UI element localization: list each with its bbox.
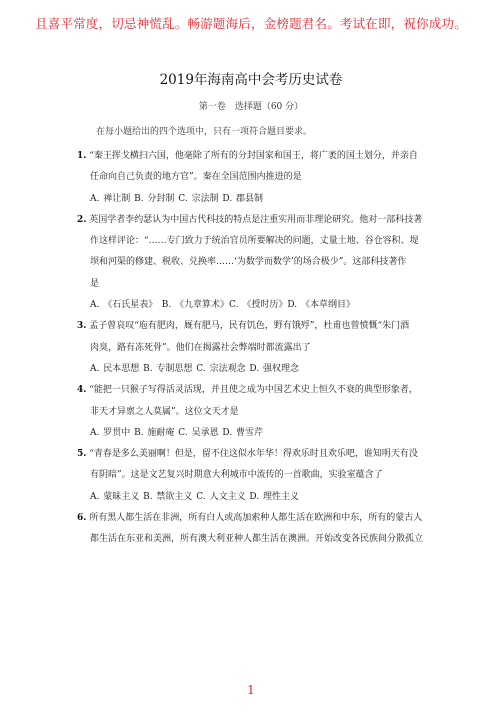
question-line: [77, 444, 429, 465]
question-text: 都生活在东亚和美洲，所有澳大利亚种人都生活在澳洲。开始改变各民族间分散孤立: [90, 534, 424, 545]
question-4: [77, 380, 429, 444]
questions-list: [77, 146, 429, 551]
question-number: 3.: [77, 321, 87, 332]
question-text: 英国学者李约瑟认为中国古代科技的特点是注重实用而非理论研究。他对一部科技著: [89, 214, 423, 225]
motivational-banner: 且喜平常度，切忌神慌乱。畅游题海后，金榜题君名。考试在即，祝你成功。: [35, 16, 467, 31]
instructions: 在每小题给出的四个选项中，只有一项符合题目要求。: [96, 127, 313, 137]
question-text: 孟子曾哀叹“庖有肥肉，厩有肥马，民有饥色，野有饿殍”，杜甫也曾愤慨“朱门酒: [89, 321, 410, 332]
question-number: 1.: [77, 151, 87, 161]
question-3: [77, 316, 429, 380]
answer-options: A. 罗贯中 B. 施耐庵 C. 吴承恩 D. 曹雪芹: [90, 427, 264, 438]
question-text: 肉臭，路有冻死骨”。他们在揭露社会弊端时都流露出了: [90, 342, 311, 353]
question-line: [77, 146, 429, 167]
question-line: [77, 380, 429, 401]
question-text: 坝和河渠的修建、税收、兑换率……‘为数学而数学’的场合极少”。这部科技著作: [90, 257, 407, 268]
question-1: [77, 146, 429, 210]
answer-options: A. 蒙昧主义 B. 禁欲主义 C. 人文主义 D. 理性主义: [90, 491, 300, 502]
question-text: “青春是多么美丽啊！但是，留不住这似水年华！得欢乐时且欢乐吧，谁知明天有没: [89, 449, 418, 460]
question-text: 非天才异禀之人莫属”。这位文天才是: [90, 406, 239, 417]
question-text: 有阴暗”。这是文艺复兴时期意大利城市中流传的一首歌曲，实验室蕴含了: [90, 470, 383, 481]
question-text: 作这样评论：“……专门致力于统治官员所要解决的问题，丈量土地、谷仓容积、堤: [90, 236, 419, 247]
question-number: 6.: [77, 513, 87, 524]
question-number: 2.: [77, 214, 87, 225]
question-line: [77, 210, 429, 231]
question-text: 所有黑人都生活在非洲，所有白人或高加索种人都生活在欧洲和中东，所有的蒙古人: [89, 513, 423, 524]
question-5: [77, 444, 429, 508]
question-text: “秦王挥戈横扫六国，他毫除了所有的分封国家和国王，将广袤的国土划分，并亲自: [89, 151, 418, 161]
question-text: 是: [90, 278, 100, 289]
question-line: [77, 508, 429, 529]
section-heading: 第一卷 选择题（60 分）: [198, 102, 304, 112]
answer-options: A. 民本思想 B. 专制思想 C. 宗法观念 D. 强权理念: [90, 363, 300, 374]
exam-title: 2019年海南高中会考历史试卷: [159, 72, 343, 88]
question-number: 5.: [77, 449, 87, 460]
question-2: [77, 210, 429, 316]
answer-options: A. 禅让制 B. 分封制 C. 宗法制 D. 郡县制: [90, 193, 264, 204]
question-6: [77, 508, 429, 551]
question-text: “能把一只猴子写得活灵活现，并且使之成为中国艺术史上恒久不衰的典型形象者，: [89, 385, 418, 396]
question-number: 4.: [77, 385, 87, 396]
answer-options: A. 《石氏星表》 B. 《九章算术》C. 《授时历》D. 《本草纲目》: [90, 300, 355, 311]
question-text: 任命向自己负责的地方官”。秦在全国范围内推进的是: [90, 172, 302, 183]
question-line: [77, 316, 429, 337]
page-number: 1: [247, 683, 255, 697]
